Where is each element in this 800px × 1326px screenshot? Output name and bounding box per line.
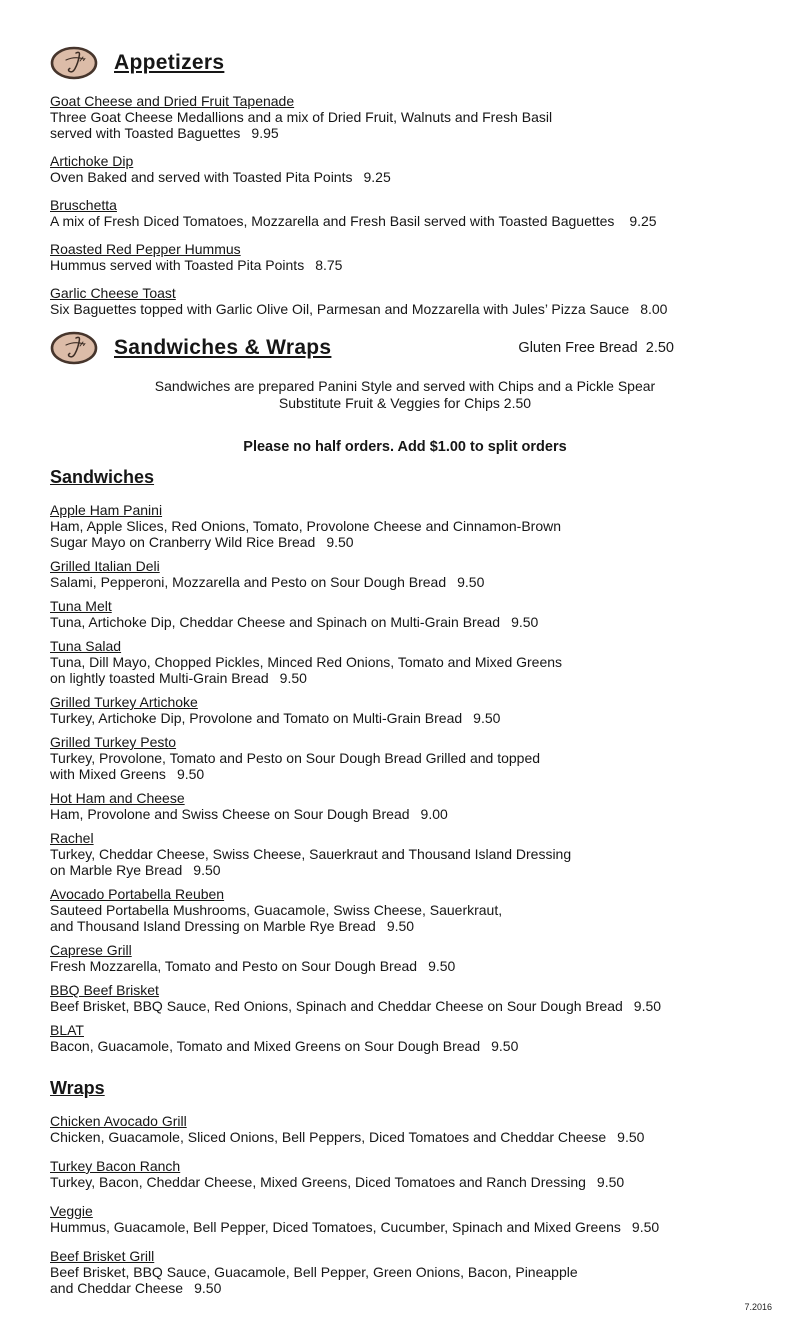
menu-item-description: Fresh Mozzarella, Tomato and Pesto on Sour Dough Bread 9.50 bbox=[50, 958, 456, 974]
menu-item-description: Tuna, Dill Mayo, Chopped Pickles, Minced Red Onions, Tomato and Mixed Greens on lightly toasted Multi-Grain Bread 9.50 bbox=[50, 654, 563, 686]
menu-item-name: Avocado Portabella Reuben bbox=[50, 886, 225, 902]
menu-item-price: 9.25 bbox=[629, 213, 657, 229]
menu-item-name: Roasted Red Pepper Hummus bbox=[50, 241, 241, 257]
menu-item bbox=[50, 1158, 760, 1190]
menu-item bbox=[50, 197, 760, 229]
sandwiches-wraps-section bbox=[50, 331, 760, 1296]
menu-item-description: Sauteed Portabella Mushrooms, Guacamole, Swiss Cheese, Sauerkraut, and Thousand Island Dressing on Marble Rye Bread 9.50 bbox=[50, 902, 503, 934]
menu-item-price: 9.50 bbox=[617, 1129, 645, 1145]
menu-item-name: Goat Cheese and Dried Fruit Tapenade bbox=[50, 93, 295, 109]
menu-item-description: Ham, Provolone and Swiss Cheese on Sour Dough Bread 9.00 bbox=[50, 806, 448, 822]
menu-item-price: 9.50 bbox=[596, 1174, 625, 1190]
menu-item-name: Hot Ham and Cheese bbox=[50, 790, 185, 806]
menu-item-description: Beef Brisket, BBQ Sauce, Red Onions, Spinach and Cheddar Cheese on Sour Dough Bread 9.50 bbox=[50, 998, 662, 1014]
menu-item-name: BBQ Beef Brisket bbox=[50, 982, 159, 998]
menu-item-description: Turkey, Provolone, Tomato and Pesto on Sour Dough Bread Grilled and topped with Mixed Greens 9.50 bbox=[50, 750, 541, 782]
menu-item-price: 9.50 bbox=[473, 710, 501, 726]
menu-item-price: 9.00 bbox=[420, 806, 448, 822]
menu-item-description: Turkey, Cheddar Cheese, Swiss Cheese, Sauerkraut and Thousand Island Dressing on Marble Rye Bread 9.50 bbox=[50, 846, 572, 878]
menu-item-price: 9.50 bbox=[633, 998, 662, 1014]
menu-item-description: Bacon, Guacamole, Tomato and Mixed Greens on Sour Dough Bread 9.50 bbox=[50, 1038, 519, 1054]
menu-item-price: 9.50 bbox=[193, 862, 221, 878]
menu-item bbox=[50, 93, 760, 141]
menu-item-description: Turkey, Bacon, Cheddar Cheese, Mixed Greens, Diced Tomatoes and Ranch Dressing 9.50 bbox=[50, 1174, 625, 1190]
menu-item-price: 9.50 bbox=[326, 534, 354, 550]
menu-item-price: 9.50 bbox=[491, 1038, 519, 1054]
menu-item-price: 8.75 bbox=[315, 257, 343, 273]
panini-style-note: Sandwiches are prepared Panini Style and served with Chips and a Pickle Spear bbox=[154, 378, 656, 394]
menu-item bbox=[50, 1022, 760, 1054]
menu-item-name: Turkey Bacon Ranch bbox=[50, 1158, 181, 1174]
menu-item bbox=[50, 734, 760, 782]
jules-logo-icon bbox=[50, 46, 98, 80]
menu-item bbox=[50, 153, 760, 185]
menu-item-name: Grilled Turkey Pesto bbox=[50, 734, 177, 750]
menu-item-name: Grilled Italian Deli bbox=[50, 558, 160, 574]
menu-item-description: Chicken, Guacamole, Sliced Onions, Bell Peppers, Diced Tomatoes and Cheddar Cheese 9.50 bbox=[50, 1129, 645, 1145]
menu-item-price: 8.00 bbox=[640, 301, 668, 317]
menu-item bbox=[50, 1113, 760, 1145]
menu-item-name: Tuna Melt bbox=[50, 598, 112, 614]
menu-item-price: 9.50 bbox=[457, 574, 485, 590]
menu-item bbox=[50, 241, 760, 273]
menu-item-price: 9.50 bbox=[386, 918, 415, 934]
split-order-note: Please no half orders. Add $1.00 to split orders bbox=[243, 439, 567, 455]
menu-item-description: Beef Brisket, BBQ Sauce, Guacamole, Bell Pepper, Green Onions, Bacon, Pineapple and Cheddar Cheese 9.50 bbox=[50, 1264, 578, 1296]
menu-item-description: A mix of Fresh Diced Tomatoes, Mozzarella and Fresh Basil served with Toasted Baguettes 9.25 bbox=[50, 213, 657, 229]
menu-item bbox=[50, 1203, 760, 1235]
menu-item-name: Grilled Turkey Artichoke bbox=[50, 694, 198, 710]
appetizers-header bbox=[50, 46, 760, 80]
menu-item bbox=[50, 830, 760, 878]
menu-item bbox=[50, 558, 760, 590]
menu-item-description: Tuna, Artichoke Dip, Cheddar Cheese and Spinach on Multi-Grain Bread 9.50 bbox=[50, 614, 539, 630]
menu-item-description: Hummus, Guacamole, Bell Pepper, Diced Tomatoes, Cucumber, Spinach and Mixed Greens 9.50 bbox=[50, 1219, 660, 1235]
menu-item-name: Artichoke Dip bbox=[50, 153, 134, 169]
menu-item-name: Bruschetta bbox=[50, 197, 117, 213]
menu-item-description: Hummus served with Toasted Pita Points 8.75 bbox=[50, 257, 343, 273]
appetizers-section bbox=[50, 46, 760, 317]
menu-item-name: Veggie bbox=[50, 1203, 93, 1219]
menu-item-description: Three Goat Cheese Medallions and a mix of Dried Fruit, Walnuts and Fresh Basil served with Toasted Baguettes 9.95 bbox=[50, 109, 553, 141]
menu-item-name: Apple Ham Panini bbox=[50, 502, 163, 518]
menu-item-price: 9.50 bbox=[428, 958, 456, 974]
menu-item-name: Tuna Salad bbox=[50, 638, 122, 654]
sandwiches-subheading: Sandwiches bbox=[50, 467, 155, 487]
menu-item-description: Turkey, Artichoke Dip, Provolone and Tomato on Multi-Grain Bread 9.50 bbox=[50, 710, 501, 726]
menu-item-price: 9.95 bbox=[251, 125, 279, 141]
menu-item-description: Ham, Apple Slices, Red Onions, Tomato, Provolone Cheese and Cinnamon-Brown Sugar Mayo on Cranberry Wild Rice Bread 9.50 bbox=[50, 518, 562, 550]
substitute-note: Substitute Fruit & Veggies for Chips 2.50 bbox=[278, 395, 532, 411]
sandwiches-items bbox=[50, 502, 760, 1054]
menu-item-name: Garlic Cheese Toast bbox=[50, 285, 176, 301]
menu-item bbox=[50, 790, 760, 822]
menu-item-description: Oven Baked and served with Toasted Pita Points 9.25 bbox=[50, 169, 391, 185]
menu-item-price: 9.50 bbox=[176, 766, 205, 782]
menu-item bbox=[50, 1248, 760, 1296]
menu-item-price: 9.50 bbox=[279, 670, 307, 686]
wraps-subheading: Wraps bbox=[50, 1078, 105, 1098]
menu-item-name: BLAT bbox=[50, 1022, 84, 1038]
appetizers-items bbox=[50, 93, 760, 317]
menu-item-description: Salami, Pepperoni, Mozzarella and Pesto on Sour Dough Bread 9.50 bbox=[50, 574, 485, 590]
menu-item bbox=[50, 638, 760, 686]
menu-item-name: Beef Brisket Grill bbox=[50, 1248, 155, 1264]
sandwiches-wraps-title: Sandwiches & Wraps bbox=[114, 336, 332, 359]
wraps-items bbox=[50, 1113, 760, 1296]
menu-version: 7.2016 bbox=[744, 1302, 772, 1312]
menu-item bbox=[50, 502, 760, 550]
menu-item-price: 9.50 bbox=[194, 1280, 222, 1296]
menu-item-name: Chicken Avocado Grill bbox=[50, 1113, 187, 1129]
menu-item-description: Six Baguettes topped with Garlic Olive Oil, Parmesan and Mozzarella with Jules’ Pizza Sauce 8.00 bbox=[50, 301, 668, 317]
appetizers-title: Appetizers bbox=[114, 51, 225, 74]
menu-item-price: 9.50 bbox=[631, 1219, 660, 1235]
menu-item-price: 9.50 bbox=[511, 614, 539, 630]
menu-item bbox=[50, 285, 760, 317]
jules-logo-icon bbox=[50, 331, 98, 365]
menu-item-name: Rachel bbox=[50, 830, 94, 846]
menu-item bbox=[50, 886, 760, 934]
sandwiches-wraps-header bbox=[50, 331, 760, 365]
menu-item bbox=[50, 598, 760, 630]
menu-item bbox=[50, 694, 760, 726]
menu-item bbox=[50, 942, 760, 974]
menu-item bbox=[50, 982, 760, 1014]
menu-item-price: 9.25 bbox=[363, 169, 391, 185]
gluten-free-bread-note: Gluten Free Bread 2.50 bbox=[518, 340, 674, 356]
menu-item-name: Caprese Grill bbox=[50, 942, 132, 958]
